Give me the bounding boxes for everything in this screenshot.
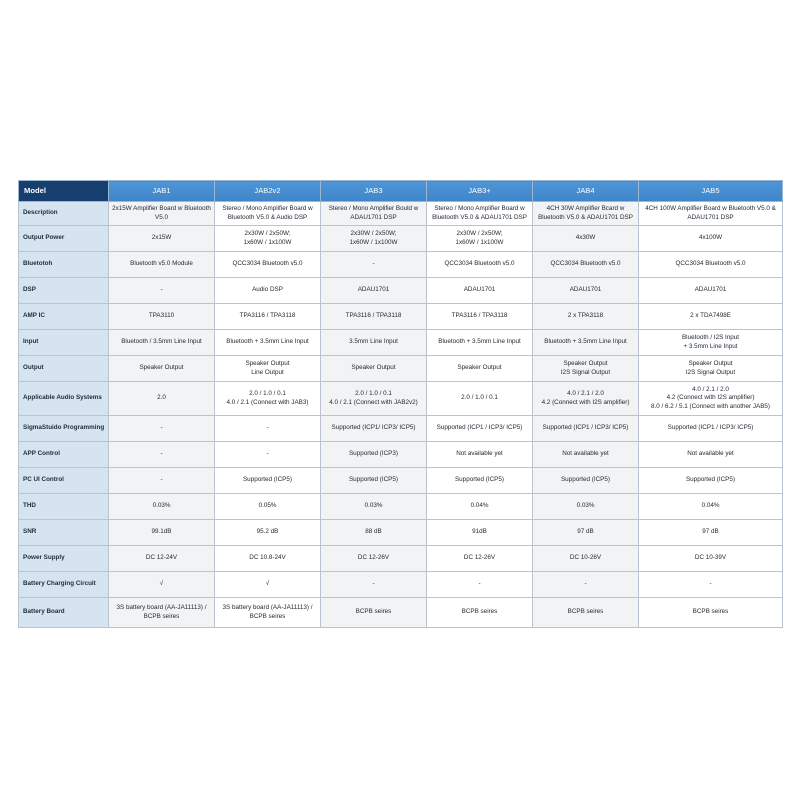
row-label: Output Power	[19, 226, 109, 252]
table-cell	[109, 520, 215, 546]
table-cell	[427, 598, 533, 628]
table-cell	[109, 442, 215, 468]
row-label: DSP	[19, 278, 109, 304]
table-cell	[427, 356, 533, 382]
cell-value: Supported (ICP5)	[560, 476, 610, 484]
cell-value: -	[160, 450, 163, 458]
cell-value: 0.04%	[470, 502, 489, 510]
table-row	[19, 546, 783, 572]
cell-value: Bluetooth / I2S Input + 3.5mm Line Input	[681, 334, 740, 350]
cell-value: -	[584, 580, 587, 588]
table-cell	[533, 546, 639, 572]
table-cell	[321, 598, 427, 628]
row-label: PC UI Control	[19, 468, 109, 494]
table-cell	[639, 278, 783, 304]
spec-comparison-table	[18, 180, 783, 628]
table-cell	[533, 598, 639, 628]
cell-value: 91dB	[472, 528, 487, 536]
row-label: APP Control	[19, 442, 109, 468]
cell-value: Supported (ICP5)	[454, 476, 504, 484]
table-cell	[639, 252, 783, 278]
row-label: Battery Board	[19, 598, 109, 628]
table-cell	[109, 304, 215, 330]
table-cell	[639, 382, 783, 416]
table-cell	[533, 572, 639, 598]
table-cell	[427, 330, 533, 356]
table-cell	[533, 330, 639, 356]
cell-value: -	[478, 580, 481, 588]
table-cell	[533, 468, 639, 494]
cell-value: Speaker Output Line Output	[245, 360, 290, 376]
table-cell	[321, 468, 427, 494]
table-cell	[215, 416, 321, 442]
table-cell	[533, 520, 639, 546]
cell-value: Stereo / Mono Amplifier Board w Bluetooth V5.0 & Audio DSP	[222, 205, 313, 221]
table-cell	[215, 572, 321, 598]
cell-value: TPA3116 / TPA3118	[345, 312, 402, 320]
header-jab3: JAB3	[321, 181, 427, 202]
table-cell	[215, 356, 321, 382]
table-row	[19, 226, 783, 252]
row-label: Description	[19, 202, 109, 226]
cell-value: Supported (ICP1 / ICP3/ ICP5)	[667, 424, 754, 432]
table-cell	[639, 520, 783, 546]
table-cell	[533, 442, 639, 468]
table-cell	[215, 304, 321, 330]
table-cell	[533, 494, 639, 520]
cell-value: ADAU1701	[463, 286, 496, 294]
table-cell	[109, 416, 215, 442]
cell-value: Supported (ICP1/ ICP3/ ICP5)	[331, 424, 416, 432]
table-cell	[215, 442, 321, 468]
cell-value: 4.0 / 2.1 / 2.0 4.2 (Connect with I2S amplifier) 8.0 / 6.2 / 5.1 (Connect with another JAB5)	[650, 386, 770, 410]
cell-value: DC 10.8-24V	[249, 554, 286, 562]
cell-value: 95.2 dB	[256, 528, 279, 536]
cell-value: ADAU1701	[569, 286, 602, 294]
cell-value: Speaker Output	[139, 364, 184, 372]
table-row	[19, 468, 783, 494]
table-cell	[321, 546, 427, 572]
row-label: SNR	[19, 520, 109, 546]
cell-value: Speaker Output I2S Signal Output	[560, 360, 611, 376]
table-row	[19, 330, 783, 356]
cell-value: 2.0	[157, 394, 166, 402]
cell-value: √	[159, 580, 164, 588]
cell-value: 4CH 100W Amplifier Board w Bluetooth V5.0 & ADAU1701 DSP	[645, 205, 776, 221]
table-row	[19, 494, 783, 520]
cell-value: 2x15W	[151, 234, 172, 242]
table-cell	[109, 382, 215, 416]
cell-value: 2x30W / 2x50W; 1x60W / 1x100W	[243, 230, 292, 246]
table-cell	[321, 202, 427, 226]
row-label: Output	[19, 356, 109, 382]
cell-value: 3S battery board (AA-JA11113) / BCPB seires	[222, 604, 313, 620]
cell-value: ADAU1701	[694, 286, 727, 294]
table-row	[19, 382, 783, 416]
table-cell	[321, 330, 427, 356]
row-label: Battery Charging Circuit	[19, 572, 109, 598]
table-cell	[321, 226, 427, 252]
table-cell	[321, 494, 427, 520]
table-cell	[109, 202, 215, 226]
cell-value: -	[266, 450, 269, 458]
table-cell	[427, 416, 533, 442]
table-cell	[109, 330, 215, 356]
table-cell	[639, 468, 783, 494]
cell-value: 2.0 / 1.0 / 0.1 4.0 / 2.1 (Connect with JAB2v2)	[329, 390, 418, 406]
header-jab1: JAB1	[109, 181, 215, 202]
cell-value: 2x30W / 2x50W; 1x60W / 1x100W	[349, 230, 398, 246]
table-cell	[215, 546, 321, 572]
cell-value: √	[265, 580, 270, 588]
cell-value: ADAU1701	[357, 286, 390, 294]
cell-value: Speaker Output	[457, 364, 502, 372]
table-row	[19, 442, 783, 468]
cell-value: Supported (ICP3)	[348, 450, 398, 458]
cell-value: QCC3034 Bluetooth v5.0	[550, 260, 621, 268]
table-cell	[533, 304, 639, 330]
cell-value: Bluetooth / 3.5mm Line Input	[121, 338, 202, 346]
header-jab5: JAB5	[639, 181, 783, 202]
table-cell	[427, 304, 533, 330]
table-cell	[215, 202, 321, 226]
table-cell	[427, 546, 533, 572]
table-cell	[639, 442, 783, 468]
cell-value: Supported (ICP5)	[685, 476, 735, 484]
table-cell	[639, 572, 783, 598]
cell-value: Not available yet	[456, 450, 503, 458]
header-row	[19, 181, 783, 202]
cell-value: BCPB seires	[461, 608, 498, 616]
cell-value: Speaker Output I2S Signal Output	[685, 360, 736, 376]
cell-value: 0.03%	[152, 502, 171, 510]
table-cell	[321, 356, 427, 382]
table-cell	[321, 304, 427, 330]
table-cell	[321, 278, 427, 304]
header-model-label: Model	[19, 181, 109, 202]
table-cell	[639, 546, 783, 572]
table-row	[19, 202, 783, 226]
table-cell	[639, 330, 783, 356]
table-cell	[427, 252, 533, 278]
table-cell	[427, 520, 533, 546]
table-cell	[533, 278, 639, 304]
table-cell	[427, 382, 533, 416]
table-cell	[215, 520, 321, 546]
table-cell	[639, 226, 783, 252]
table-row	[19, 304, 783, 330]
table-cell	[639, 356, 783, 382]
table-cell	[321, 442, 427, 468]
cell-value: QCC3034 Bluetooth v5.0	[232, 260, 303, 268]
cell-value: Stereo / Mono Amplifier Board w Bluetooth V5.0 & ADAU1701 DSP	[432, 205, 527, 221]
table-cell	[215, 598, 321, 628]
table-cell	[639, 494, 783, 520]
cell-value: 99.1dB	[151, 528, 172, 536]
cell-value: -	[160, 286, 163, 294]
table-cell	[533, 382, 639, 416]
cell-value: 2 x TPA3118	[567, 312, 604, 320]
header-jab2v2: JAB2v2	[215, 181, 321, 202]
cell-value: 3S battery board (AA-JA11113) / BCPB seires	[116, 604, 207, 620]
table-cell	[533, 356, 639, 382]
table-cell	[639, 202, 783, 226]
table-cell	[215, 226, 321, 252]
cell-value: 4x100W	[698, 234, 723, 242]
table-cell	[321, 416, 427, 442]
cell-value: Bluetooth + 3.5mm Line Input	[438, 338, 521, 346]
cell-value: BCPB seires	[355, 608, 392, 616]
table-cell	[215, 278, 321, 304]
table-cell	[215, 382, 321, 416]
cell-value: DC 10-26V	[569, 554, 602, 562]
cell-value: -	[709, 580, 712, 588]
cell-value: Bluetooth + 3.5mm Line Input	[226, 338, 309, 346]
cell-value: -	[372, 580, 375, 588]
cell-value: 97 dB	[702, 528, 719, 536]
table-cell	[109, 572, 215, 598]
cell-value: Supported (ICP5)	[242, 476, 292, 484]
cell-value: Stereo / Mono Amplifier Bould w ADAU1701 DSP	[328, 205, 419, 221]
table-cell	[427, 226, 533, 252]
cell-value: TPA3110	[148, 312, 175, 320]
table-cell	[533, 416, 639, 442]
cell-value: TPA3116 / TPA3118	[239, 312, 296, 320]
table-cell	[427, 468, 533, 494]
row-label: Bluetotoh	[19, 252, 109, 278]
row-label: THD	[19, 494, 109, 520]
row-label: Power Supply	[19, 546, 109, 572]
table-cell	[109, 278, 215, 304]
cell-value: Supported (ICP5)	[348, 476, 398, 484]
table-cell	[427, 202, 533, 226]
cell-value: 2 x TDA7498E	[690, 312, 731, 320]
table-cell	[215, 330, 321, 356]
cell-value: QCC3034 Bluetooth v5.0	[675, 260, 746, 268]
table-cell	[321, 520, 427, 546]
cell-value: TPA3116 / TPA3118	[451, 312, 508, 320]
cell-value: 2x30W / 2x50W; 1x60W / 1x100W	[455, 230, 504, 246]
table-cell	[533, 252, 639, 278]
cell-value: 2x15W Amplifier Board w Bluetooth V5.0	[112, 205, 211, 221]
table-cell	[639, 598, 783, 628]
table-cell	[109, 468, 215, 494]
cell-value: Not available yet	[687, 450, 734, 458]
cell-value: QCC3034 Bluetooth v5.0	[444, 260, 515, 268]
table-cell	[215, 468, 321, 494]
table-cell	[639, 416, 783, 442]
table-row	[19, 278, 783, 304]
row-label: Input	[19, 330, 109, 356]
table-row	[19, 598, 783, 628]
table-cell	[321, 252, 427, 278]
header-jab3-plus: JAB3+	[427, 181, 533, 202]
cell-value: 88 dB	[365, 528, 382, 536]
cell-value: -	[160, 476, 163, 484]
table-cell	[427, 572, 533, 598]
table-cell	[533, 202, 639, 226]
table-cell	[427, 494, 533, 520]
table-row	[19, 572, 783, 598]
cell-value: 4.0 / 2.1 / 2.0 4.2 (Connect with I2S amplifier)	[541, 390, 630, 406]
row-label: Applicable Audio Systems	[19, 382, 109, 416]
cell-value: 0.05%	[258, 502, 277, 510]
table-body	[19, 202, 783, 628]
cell-value: 0.04%	[701, 502, 720, 510]
table-cell	[215, 252, 321, 278]
cell-value: -	[266, 424, 269, 432]
cell-value: 2.0 / 1.0 / 0.1	[461, 394, 498, 402]
cell-value: Speaker Output	[351, 364, 396, 372]
cell-value: DC 12-24V	[145, 554, 178, 562]
row-label: AMP IC	[19, 304, 109, 330]
table-cell	[109, 598, 215, 628]
cell-value: -	[372, 260, 375, 268]
table-cell	[639, 304, 783, 330]
table-row	[19, 520, 783, 546]
row-label: SigmaStuido Programming	[19, 416, 109, 442]
cell-value: Supported (ICP1 / ICP3/ ICP5)	[542, 424, 629, 432]
cell-value: Supported (ICP1 / ICP3/ ICP5)	[436, 424, 523, 432]
table-cell	[109, 252, 215, 278]
table-cell	[321, 572, 427, 598]
cell-value: -	[160, 424, 163, 432]
cell-value: BCPB seires	[567, 608, 604, 616]
cell-value: Not available yet	[562, 450, 609, 458]
table-cell	[109, 494, 215, 520]
cell-value: DC 12-26V	[357, 554, 390, 562]
table-row	[19, 416, 783, 442]
table-header	[19, 181, 783, 202]
cell-value: DC 12-26V	[463, 554, 496, 562]
cell-value: 4x30W	[575, 234, 596, 242]
table-row	[19, 252, 783, 278]
table-cell	[533, 226, 639, 252]
cell-value: DC 10-39V	[694, 554, 727, 562]
cell-value: 4CH 30W Amplifier Bcard w Bluetooth V5.0 & ADAU1701 DSP	[538, 205, 633, 221]
cell-value: 0.03%	[576, 502, 595, 510]
cell-value: 2.0 / 1.0 / 0.1 4.0 / 2.1 (Connect with JAB3)	[226, 390, 309, 406]
table-cell	[109, 226, 215, 252]
table-cell	[109, 356, 215, 382]
header-jab4: JAB4	[533, 181, 639, 202]
cell-value: BCPB seires	[692, 608, 729, 616]
table-cell	[427, 278, 533, 304]
table-cell	[321, 382, 427, 416]
cell-value: Bluetooth v5.0 Module	[130, 260, 193, 268]
cell-value: 0.03%	[364, 502, 383, 510]
table-row	[19, 356, 783, 382]
cell-value: 97 dB	[577, 528, 594, 536]
cell-value: Bluetooth + 3.5mm Line Input	[544, 338, 627, 346]
table-cell	[109, 546, 215, 572]
cell-value: 3.5mm Line Input	[349, 338, 398, 346]
table-cell	[215, 494, 321, 520]
cell-value: Audio DSP	[252, 286, 283, 294]
table-cell	[427, 442, 533, 468]
